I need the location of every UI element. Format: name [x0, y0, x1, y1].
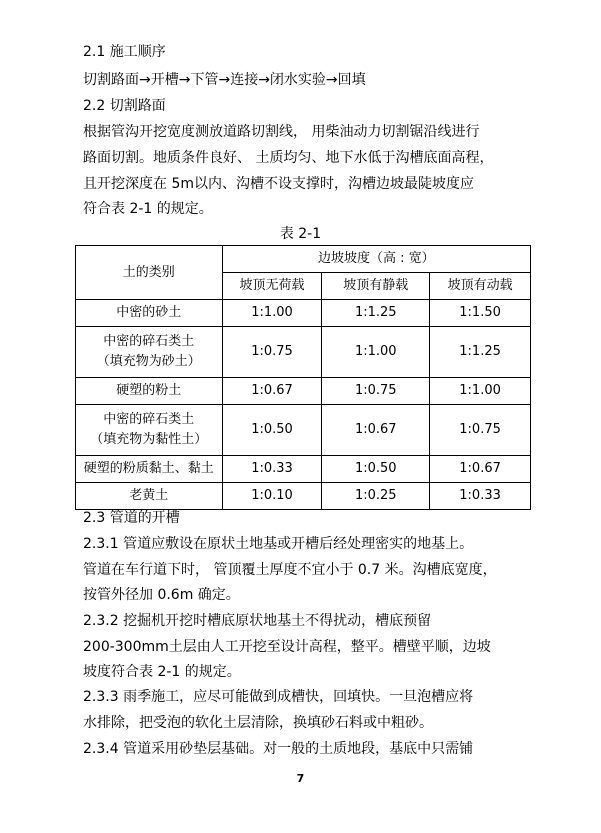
paragraph-line: 坡度符合表 2-1 的规定。 — [83, 664, 241, 680]
value-cell: 1:1.00 — [222, 300, 322, 327]
soil-text: 中密的碎石类土 — [103, 412, 195, 427]
value-cell: 1:0.50 — [222, 405, 322, 456]
soil-text: 老黄土 — [129, 488, 169, 503]
slope-ratio-header: 边坡坡度（高 : 宽） — [222, 246, 530, 273]
soil-cell — [76, 378, 223, 405]
static-load-header: 坡顶有静载 — [322, 273, 430, 300]
value-cell: 1:0.33 — [430, 483, 531, 510]
soil-type-header: 土的类别 — [76, 246, 223, 300]
soil-text: 硬塑的粉土 — [116, 383, 182, 398]
table-caption: 表 2-1 — [279, 226, 322, 242]
paragraph-line: 水排除，把受泡的软化土层清除，换填砂石料或中粗砂。 — [83, 715, 433, 731]
value-cell: 1:1.00 — [322, 327, 430, 378]
no-load-header: 坡顶无荷载 — [222, 273, 322, 300]
value-cell: 1:1.00 — [430, 378, 531, 405]
table-row — [76, 483, 531, 510]
value-cell: 1:0.33 — [222, 456, 322, 483]
value-cell: 1:0.50 — [322, 456, 430, 483]
section-2-2-heading: 2.2 切割路面 — [83, 98, 166, 114]
paragraph-line: 2.3.1 管道应敷设在原状土地基或开槽后经处理密实的地基上。 — [83, 536, 474, 552]
paragraph-line: 2.3.3 雨季施工，应尽可能做到成槽快，回填快。一旦泡槽应将 — [83, 689, 474, 705]
construction-sequence: 切割路面→开槽→下管→连接→闭水实验→回填 — [83, 72, 366, 88]
soil-text: 中密的砂土 — [116, 305, 182, 320]
value-cell: 1:0.75 — [430, 405, 531, 456]
section-2-3-heading: 2.3 管道的开槽 — [83, 510, 180, 526]
soil-cell — [76, 456, 223, 483]
section-2-1-heading: 2.1 施工顺序 — [83, 44, 166, 60]
soil-cell — [76, 405, 223, 456]
value-cell: 1:0.67 — [322, 405, 430, 456]
paragraph-line: 2.3.4 管道采用砂垫层基础。对一般的土质地段，基底中只需铺 — [83, 741, 474, 757]
table-row — [76, 405, 531, 456]
value-cell: 1:1.25 — [430, 327, 531, 378]
table-row — [76, 456, 531, 483]
value-cell: 1:0.25 — [322, 483, 430, 510]
soil-cell — [76, 483, 223, 510]
soil-cell — [76, 327, 223, 378]
dynamic-load-header: 坡顶有动载 — [430, 273, 531, 300]
value-cell: 1:0.67 — [430, 456, 531, 483]
paragraph-line: 路面切割。地质条件良好、 土质均匀、地下水低于沟槽底面高程， — [83, 150, 494, 166]
paragraph-line: 管道在车行道下时， 管顶覆土厚度不宜小于 0.7 米。沟槽底宽度， — [83, 562, 497, 578]
value-cell: 1:0.67 — [222, 378, 322, 405]
paragraph-line: 200-300mm土层由人工开挖至设计高程，整平。槽壁平顺，边坡 — [83, 639, 491, 655]
paragraph-line: 符合表 2-1 的规定。 — [83, 201, 213, 217]
table-row — [76, 300, 531, 327]
paragraph-line: 且开挖深度在 5m以内、沟槽不设支撑时，沟槽边坡最陡坡度应 — [83, 176, 474, 192]
paragraph-line: 2.3.2 挖掘机开挖时槽底原状地基土不得扰动，槽底预留 — [83, 613, 432, 629]
value-cell: 1:0.75 — [322, 378, 430, 405]
value-cell: 1:1.50 — [430, 300, 531, 327]
value-cell: 1:0.75 — [222, 327, 322, 378]
value-cell: 1:0.10 — [222, 483, 322, 510]
table-row — [76, 327, 531, 378]
slope-table — [75, 245, 531, 510]
soil-note: （填充物为砂土） — [96, 354, 201, 369]
soil-text: 硬塑的粉质黏土、黏土 — [83, 461, 214, 476]
soil-text: 中密的碎石类土 — [103, 334, 195, 349]
soil-note: （填充物为黏性土） — [90, 432, 208, 447]
table-row — [76, 378, 531, 405]
paragraph-line: 按管外径加 0.6m 确定。 — [83, 587, 240, 603]
soil-cell — [76, 300, 223, 327]
paragraph-line: 根据管沟开挖宽度测放道路切割线， 用柴油动力切割锯沿线进行 — [83, 124, 480, 140]
value-cell: 1:1.25 — [322, 300, 430, 327]
page-number: 7 — [296, 772, 305, 785]
